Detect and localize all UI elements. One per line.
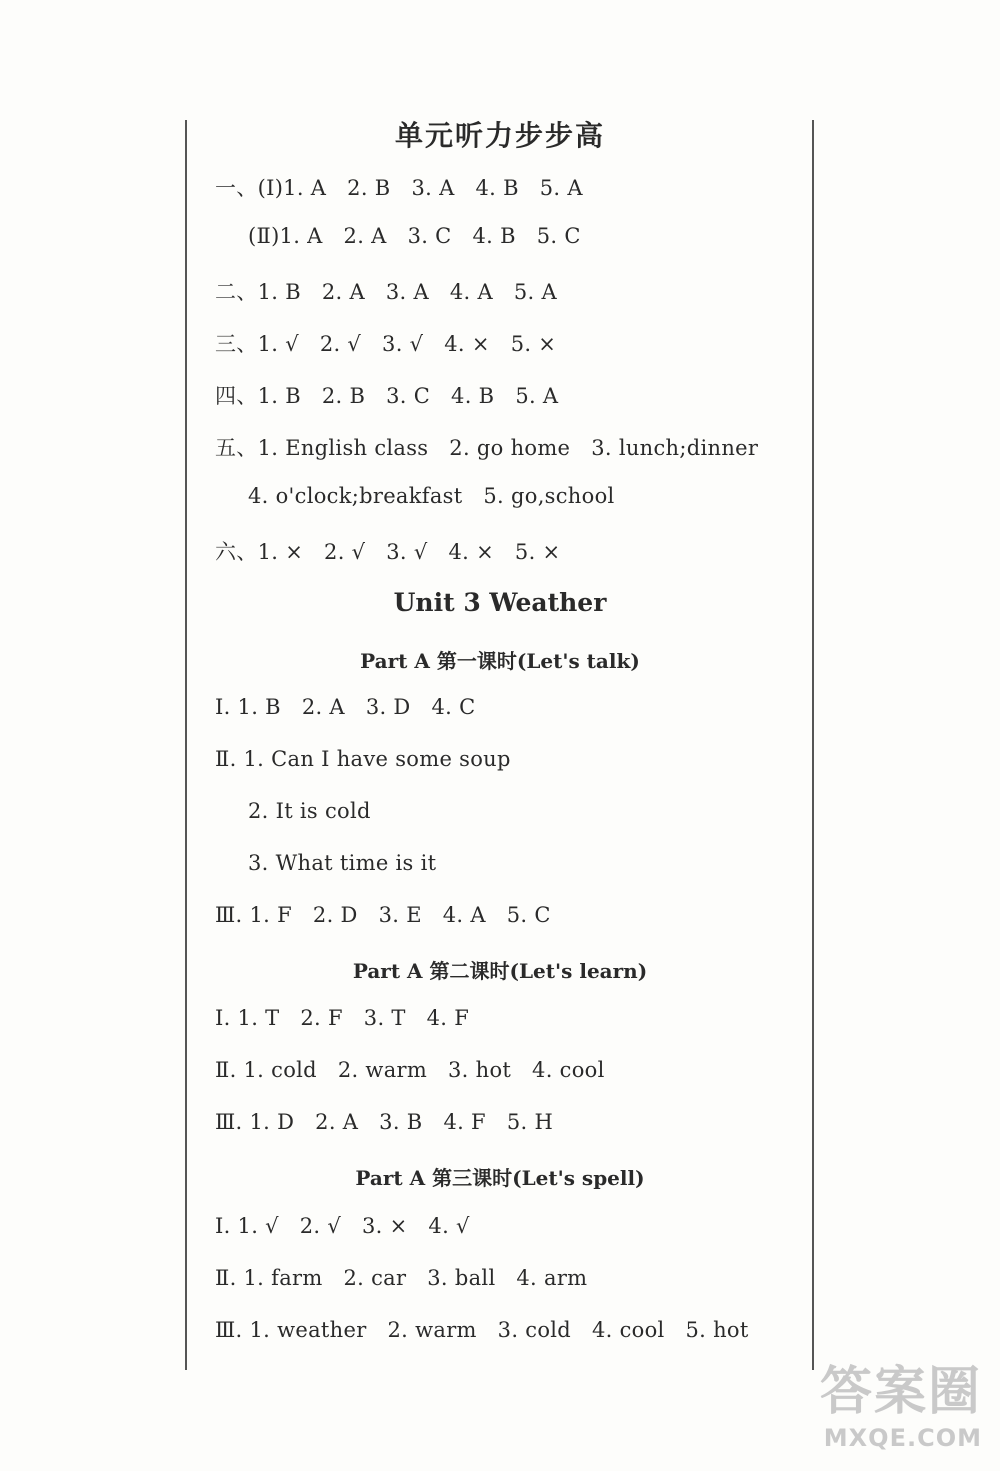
answer-line: (Ⅱ)1. A 2. A 3. C 4. B 5. C bbox=[248, 224, 581, 248]
answer-line: 六、1. × 2. √ 3. √ 4. × 5. × bbox=[215, 540, 561, 564]
answer-line: 五、1. English class 2. go home 3. lunch;dinner bbox=[215, 436, 759, 460]
watermark-text: 答案圈 bbox=[819, 1362, 982, 1422]
answer-line: 一、(Ⅰ)1. A 2. B 3. A 4. B 5. A bbox=[215, 176, 583, 200]
section-title: 单元听力步步高 bbox=[394, 119, 605, 152]
answer-line: 三、1. √ 2. √ 3. √ 4. × 5. × bbox=[215, 332, 557, 356]
answer-line: Ⅲ. 1. F 2. D 3. E 4. A 5. C bbox=[215, 903, 551, 927]
answer-line: 4. o'clock;breakfast 5. go,school bbox=[248, 484, 615, 508]
answer-line: 四、1. B 2. B 3. C 4. B 5. A bbox=[215, 384, 559, 408]
answer-line: 3. What time is it bbox=[248, 851, 437, 875]
answer-line: Ⅰ. 1. T 2. F 3. T 4. F bbox=[215, 1006, 470, 1030]
answer-line: Ⅲ. 1. weather 2. warm 3. cold 4. cool 5. hot bbox=[215, 1318, 749, 1342]
watermark-url: MXQE.COM bbox=[823, 1424, 982, 1452]
answer-line: Ⅱ. 1. Can I have some soup bbox=[215, 747, 511, 771]
unit-title: Unit 3 Weather bbox=[393, 588, 607, 617]
answer-line: Ⅰ. 1. B 2. A 3. D 4. C bbox=[215, 695, 476, 719]
lesson-heading: Part A 第三课时(Let's spell) bbox=[355, 1166, 645, 1190]
answer-line: Ⅲ. 1. D 2. A 3. B 4. F 5. H bbox=[215, 1110, 554, 1134]
watermark-logo bbox=[752, 1349, 982, 1459]
answer-line: Ⅰ. 1. √ 2. √ 3. × 4. √ bbox=[215, 1214, 470, 1238]
answer-line: 2. It is cold bbox=[248, 799, 371, 823]
lesson-heading: Part A 第二课时(Let's learn) bbox=[352, 959, 648, 983]
answer-line: Ⅱ. 1. farm 2. car 3. ball 4. arm bbox=[215, 1266, 588, 1290]
answer-line: 二、1. B 2. A 3. A 4. A 5. A bbox=[215, 280, 557, 304]
answer-line: Ⅱ. 1. cold 2. warm 3. hot 4. cool bbox=[215, 1058, 605, 1082]
lesson-heading: Part A 第一课时(Let's talk) bbox=[360, 649, 640, 673]
